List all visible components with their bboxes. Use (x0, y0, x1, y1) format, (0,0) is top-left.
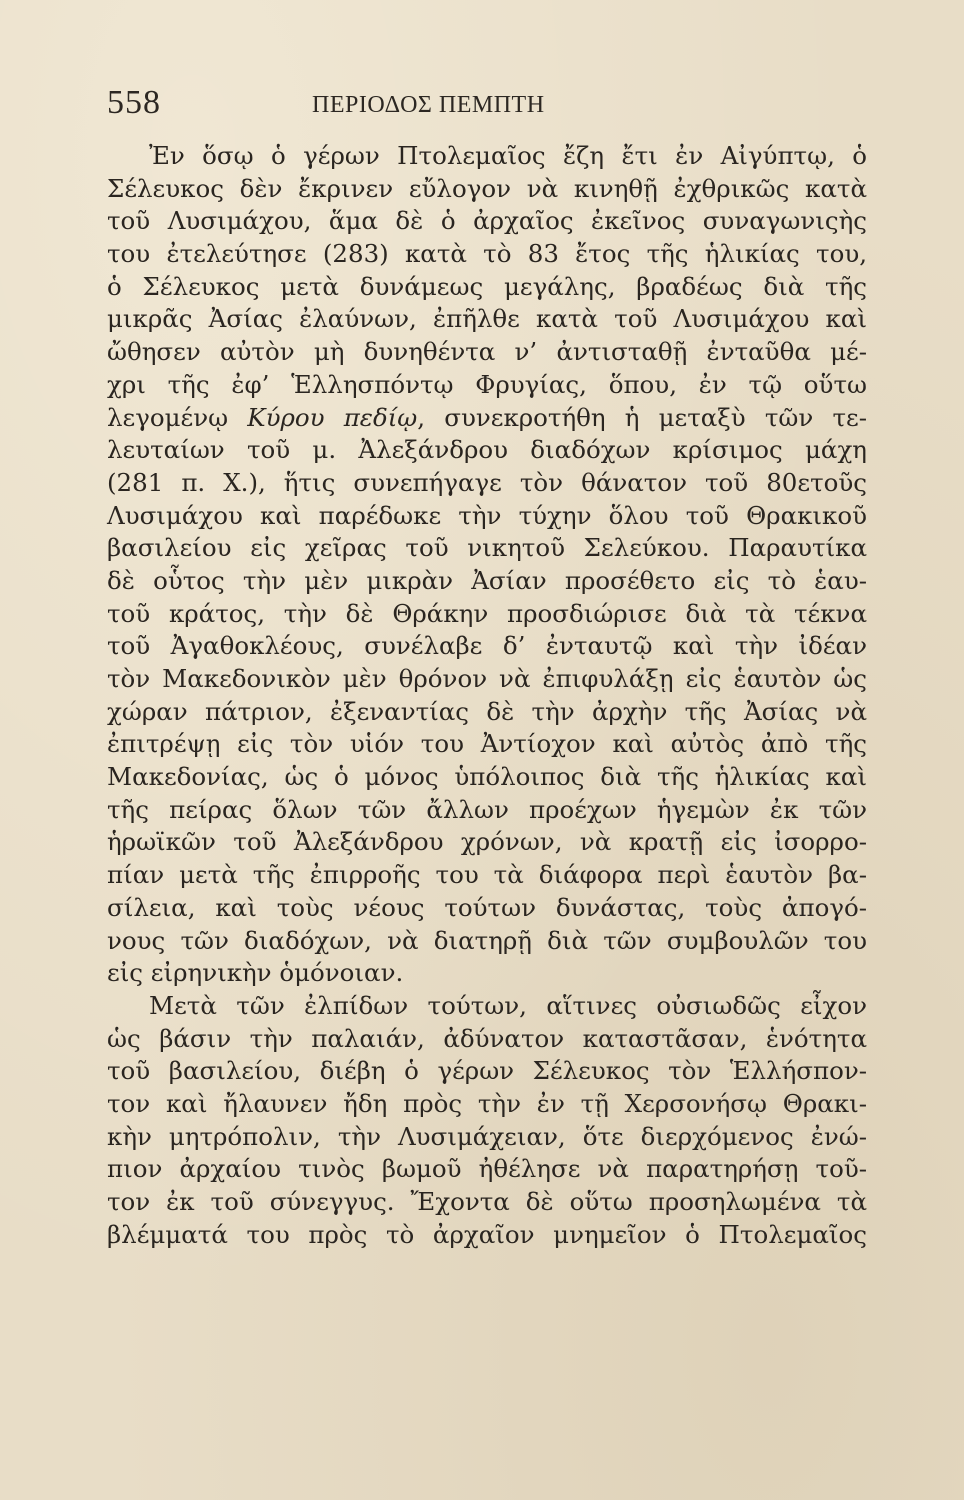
text-line-content: ἡρωϊκῶν τοῦ Ἀλεξάνδρου χρόνων, νὰ κρατῇ εἰς ἰσορρο- (107, 827, 867, 857)
text-line-content: τον ἐκ τοῦ σύνεγγυς. Ἔχοντα δὲ οὕτω προσηλωμένα τὰ (107, 1187, 867, 1216)
text-line (107, 1219, 867, 1252)
text-line (107, 402, 867, 435)
text-line (107, 925, 867, 958)
text-line (107, 565, 867, 598)
text-line-content: κὴν μητρόπολιν, τὴν Λυσιμάχειαν, ὅτε διερχόμενος ἐνώ- (107, 1121, 867, 1151)
page-header (107, 84, 867, 128)
text-line-content: χώραν πάτριον, ἐξεναντίας δὲ τὴν ἀρχὴν τῆς Ἀσίας νὰ (107, 696, 867, 726)
text-line (107, 794, 867, 827)
text-line-content: ὁ Σέλευκος μετὰ δυνάμεως μεγάλης, βραδέως διὰ τῆς (107, 271, 867, 301)
text-line-content: ὡς βάσιν τὴν παλαιάν, ἀδύνατον καταστᾶσαν, ἑνότητα (107, 1023, 867, 1053)
text-line (107, 663, 867, 696)
text-line-content: λευταίων τοῦ μ. Ἀλεξάνδρου διαδόχων κρίσιμος μάχη (107, 435, 867, 465)
text-line-content: Μακεδονίας, ὡς ὁ μόνος ὑπόλοιπος διὰ τῆς ἡλικίας καὶ (107, 762, 867, 792)
text-line (107, 728, 867, 761)
text-line-content: χρι τῆς ἐφ’ Ἑλλησπόντῳ Φρυγίας, ὅπου, ἐν τῷ οὕτω (107, 369, 867, 399)
text-line (107, 271, 867, 304)
text-line-content: τῆς πείρας ὅλων τῶν ἄλλων προέχων ἡγεμὼν ἐκ τῶν (107, 794, 867, 824)
text-line (107, 500, 867, 533)
text-line (107, 892, 867, 925)
text-line-content: λεγομένῳ (107, 402, 229, 432)
text-line (107, 238, 867, 271)
body-text (107, 140, 867, 1251)
text-line-content: του ἐτελεύτησε (283) κατὰ τὸ 83 ἔτος τῆς ἡλικίας του, (107, 239, 867, 269)
text-line (107, 1023, 867, 1056)
text-line (107, 826, 867, 859)
text-line-content: τοῦ βασιλείου, διέβη ὁ γέρων Σέλευκος τὸν Ἑλλήσπον- (107, 1056, 867, 1086)
text-line (107, 1153, 867, 1186)
text-line-content: τὸν Μακεδονικὸν μὲν θρόνον νὰ ἐπιφυλάξῃ εἰς ἑαυτὸν ὡς (107, 664, 867, 693)
text-line (107, 336, 867, 369)
text-line-content: Σέλευκος δὲν ἔκρινεν εὔλογον νὰ κινηθῇ ἐχθρικῶς κατὰ (107, 173, 867, 203)
text-line (107, 761, 867, 794)
text-line-content: βασιλείου εἰς χεῖρας τοῦ νικητοῦ Σελεύκου. Παραυτίκα (107, 533, 867, 563)
text-line-content: Μετὰ τῶν ἐλπίδων τούτων, αἵτινες οὐσιωδῶς εἶχον (149, 990, 867, 1020)
text-line (107, 303, 867, 336)
running-head: ΠΕΡΙΟΔΟΣ ΠΕΜΠΤΗ (312, 92, 545, 118)
text-line-content: εἰς εἰρηνικὴν ὁμόνοιαν. (107, 958, 404, 988)
text-line (107, 990, 867, 1023)
text-line-content: ὤθησεν αὐτὸν μὴ δυνηθέντα ν’ ἀντισταθῇ ἐνταῦθα μέ- (107, 337, 867, 367)
text-line (107, 467, 867, 500)
text-line (107, 532, 867, 565)
text-line (107, 630, 867, 663)
text-line (107, 1055, 867, 1088)
text-line-content: βλέμματά του πρὸς τὸ ἀρχαῖον μνημεῖον ὁ Πτολεμαῖος (107, 1219, 867, 1249)
text-line-content: (281 π. Χ.), ἥτις συνεπήγαγε τὸν θάνατον τοῦ 80ετοῦς (107, 467, 867, 497)
text-line-content: ἐπιτρέψῃ εἰς τὸν υἱόν του Ἀντίοχον καὶ αὐτὸς ἀπὸ τῆς (107, 729, 867, 759)
text-line-content: τοῦ κράτος, τὴν δὲ Θράκην προσδιώρισε διὰ τὰ τέκνα (107, 598, 867, 628)
text-line-content: τοῦ Λυσιμάχου, ἅμα δὲ ὁ ἀρχαῖος ἐκεῖνος συναγωνιςὴς (107, 206, 867, 236)
text-line (107, 140, 867, 173)
text-line (107, 598, 867, 631)
text-line-content: Ἐν ὅσῳ ὁ γέρων Πτολεμαῖος ἔζη ἔτι ἐν Αἰγύπτῳ, ὁ (149, 141, 867, 170)
text-line-content: νους τῶν διαδόχων, νὰ διατηρῇ διὰ τῶν συμβουλῶν του (107, 925, 867, 955)
text-line (107, 1121, 867, 1154)
text-line (107, 369, 867, 402)
text-line-content: τοῦ Ἀγαθοκλέους, συνέλαβε δ’ ἐνταυτῷ καὶ τὴν ἰδέαν (107, 631, 867, 661)
page-number: 558 (107, 84, 161, 121)
text-line-content: μικρᾶς Ἀσίας ἐλαύνων, ἐπῆλθε κατὰ τοῦ Λυσιμάχου καὶ (107, 304, 867, 334)
text-line-content: τον καὶ ἤλαυνεν ἤδη πρὸς τὴν ἐν τῇ Χερσονήσῳ Θρακι- (107, 1088, 867, 1118)
text-line (107, 696, 867, 729)
italic-phrase: Κύρου πεδίῳ (247, 402, 418, 432)
text-line-content: σίλεια, καὶ τοὺς νέους τούτων δυνάστας, τοὺς ἀπογό- (107, 892, 867, 922)
text-line-content: πίαν μετὰ τῆς ἐπιρροῆς του τὰ διάφορα περὶ ἑαυτὸν βα- (107, 860, 867, 890)
text-line (107, 173, 867, 206)
text-line-content: Λυσιμάχου καὶ παρέδωκε τὴν τύχην ὅλου τοῦ Θρακικοῦ (107, 500, 867, 530)
text-line (107, 1186, 867, 1219)
text-line-content: δὲ οὗτος τὴν μὲν μικρὰν Ἀσίαν προσέθετο εἰς τὸ ἑαυ- (107, 565, 867, 595)
text-line (107, 957, 867, 990)
text-line-content: , συνεκροτήθη ἡ μεταξὺ τῶν τε- (417, 402, 867, 432)
text-line (107, 1088, 867, 1121)
text-line (107, 434, 867, 467)
text-line (107, 205, 867, 238)
text-line (107, 859, 867, 892)
text-line-content: πιον ἀρχαίου τινὸς βωμοῦ ἠθέλησε νὰ παρατηρήσῃ τοῦ- (107, 1154, 867, 1184)
